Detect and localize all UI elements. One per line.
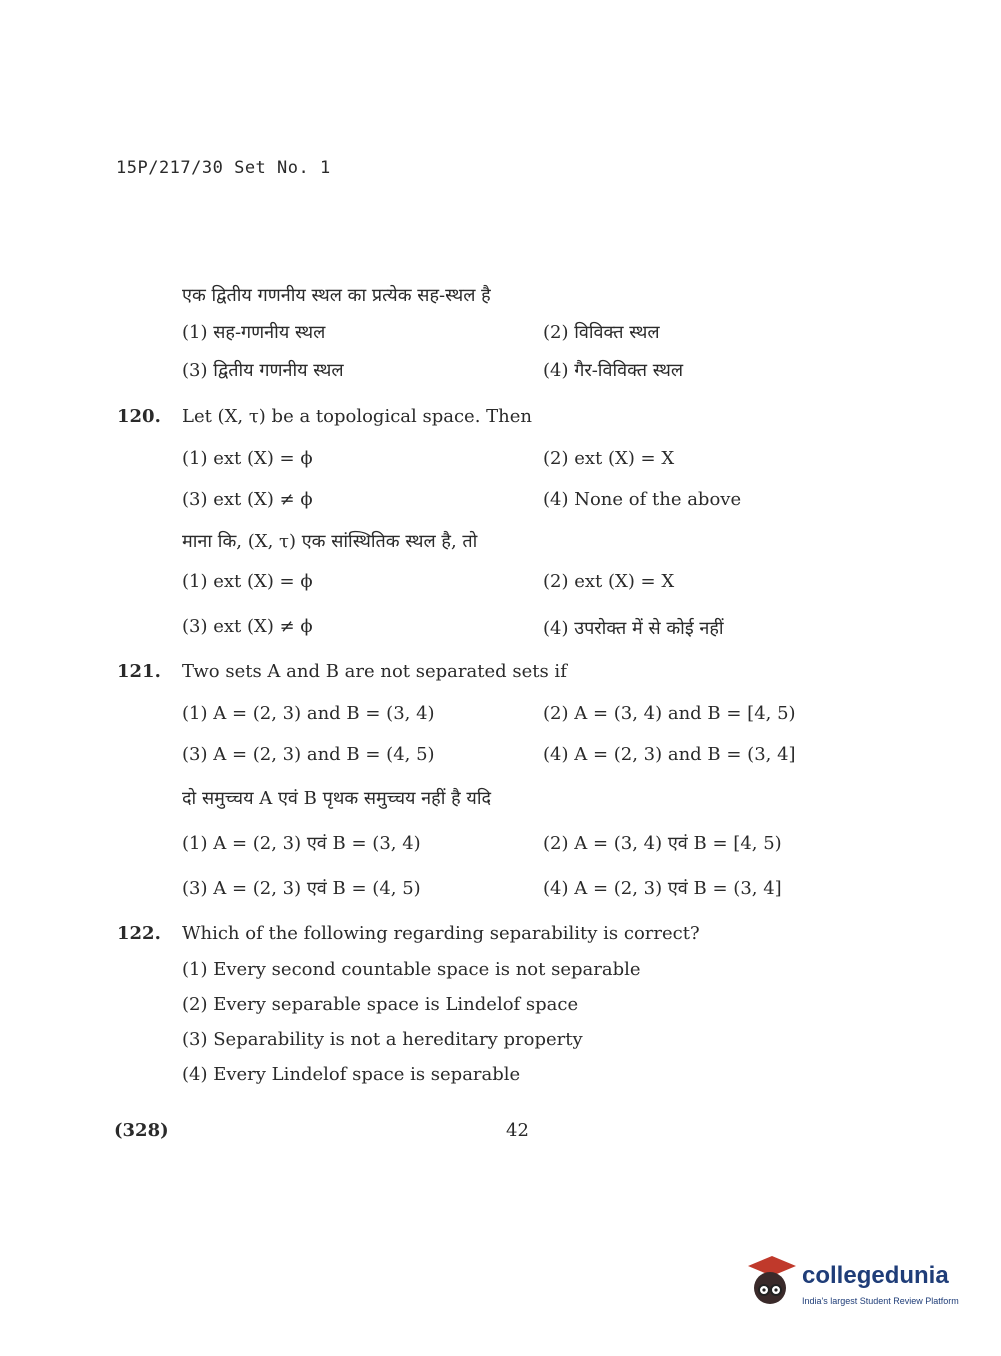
page-number: 42 <box>506 1120 529 1141</box>
logo-tagline: India's largest Student Review Platform <box>802 1296 959 1306</box>
document-header: 15P/217/30 Set No. 1 <box>116 158 331 178</box>
mascot-icon <box>742 1252 798 1312</box>
prev-question-hindi-stem: एक द्वितीय गणनीय स्थल का प्रत्येक सह-स्थल है <box>182 285 491 306</box>
question-120-hindi-option-2: (2) ext (X) = X <box>543 571 675 592</box>
question-121-hindi-option-1: (1) A = (2, 3) एवं B = (3, 4) <box>182 833 421 854</box>
question-120-hindi-stem: माना कि, (X, τ) एक सांस्थितिक स्थल है, तो <box>182 531 478 552</box>
question-121-option-4: (4) A = (2, 3) and B = (3, 4] <box>543 744 796 765</box>
question-121-hindi-option-2: (2) A = (3, 4) एवं B = [4, 5) <box>543 833 782 854</box>
question-120-number: 120. <box>117 406 161 427</box>
question-120-option-1: (1) ext (X) = ϕ <box>182 448 313 469</box>
prev-hindi-option-4: (4) गैर-विविक्त स्थल <box>543 360 684 381</box>
question-122-option-4: (4) Every Lindelof space is separable <box>182 1064 521 1085</box>
question-121-number: 121. <box>117 661 161 682</box>
collegedunia-logo <box>742 1252 972 1316</box>
prev-hindi-option-3: (3) द्वितीय गणनीय स्थल <box>182 360 344 381</box>
question-122-option-1: (1) Every second countable space is not separable <box>182 959 641 980</box>
question-121-stem: Two sets A and B are not separated sets if <box>182 661 567 682</box>
question-120-hindi-option-4: (4) उपरोक्त में से कोई नहीं <box>543 618 724 639</box>
question-122-option-2: (2) Every separable space is Lindelof space <box>182 994 579 1015</box>
question-122-number: 122. <box>117 923 161 944</box>
question-121-option-1: (1) A = (2, 3) and B = (3, 4) <box>182 703 435 724</box>
booklet-code: (328) <box>114 1120 169 1141</box>
logo-wordmark: collegedunia <box>802 1262 949 1289</box>
question-120-option-3: (3) ext (X) ≠ ϕ <box>182 489 313 510</box>
question-120-stem: Let (X, τ) be a topological space. Then <box>182 406 532 427</box>
question-121-hindi-option-3: (3) A = (2, 3) एवं B = (4, 5) <box>182 878 421 899</box>
question-120-option-2: (2) ext (X) = X <box>543 448 675 469</box>
question-121-hindi-option-4: (4) A = (2, 3) एवं B = (3, 4] <box>543 878 782 899</box>
question-121-option-2: (2) A = (3, 4) and B = [4, 5) <box>543 703 796 724</box>
question-120-hindi-option-3: (3) ext (X) ≠ ϕ <box>182 616 313 637</box>
question-121-hindi-stem: दो समुच्चय A एवं B पृथक समुच्चय नहीं है यदि <box>182 788 492 809</box>
prev-hindi-option-1: (1) सह-गणनीय स्थल <box>182 322 326 343</box>
question-121-option-3: (3) A = (2, 3) and B = (4, 5) <box>182 744 435 765</box>
question-120-hindi-option-1: (1) ext (X) = ϕ <box>182 571 313 592</box>
question-122-option-3: (3) Separability is not a hereditary property <box>182 1029 583 1050</box>
question-122-stem: Which of the following regarding separability is correct? <box>182 923 700 944</box>
prev-hindi-option-2: (2) विविक्त स्थल <box>543 322 660 343</box>
question-120-option-4: (4) None of the above <box>543 489 742 510</box>
